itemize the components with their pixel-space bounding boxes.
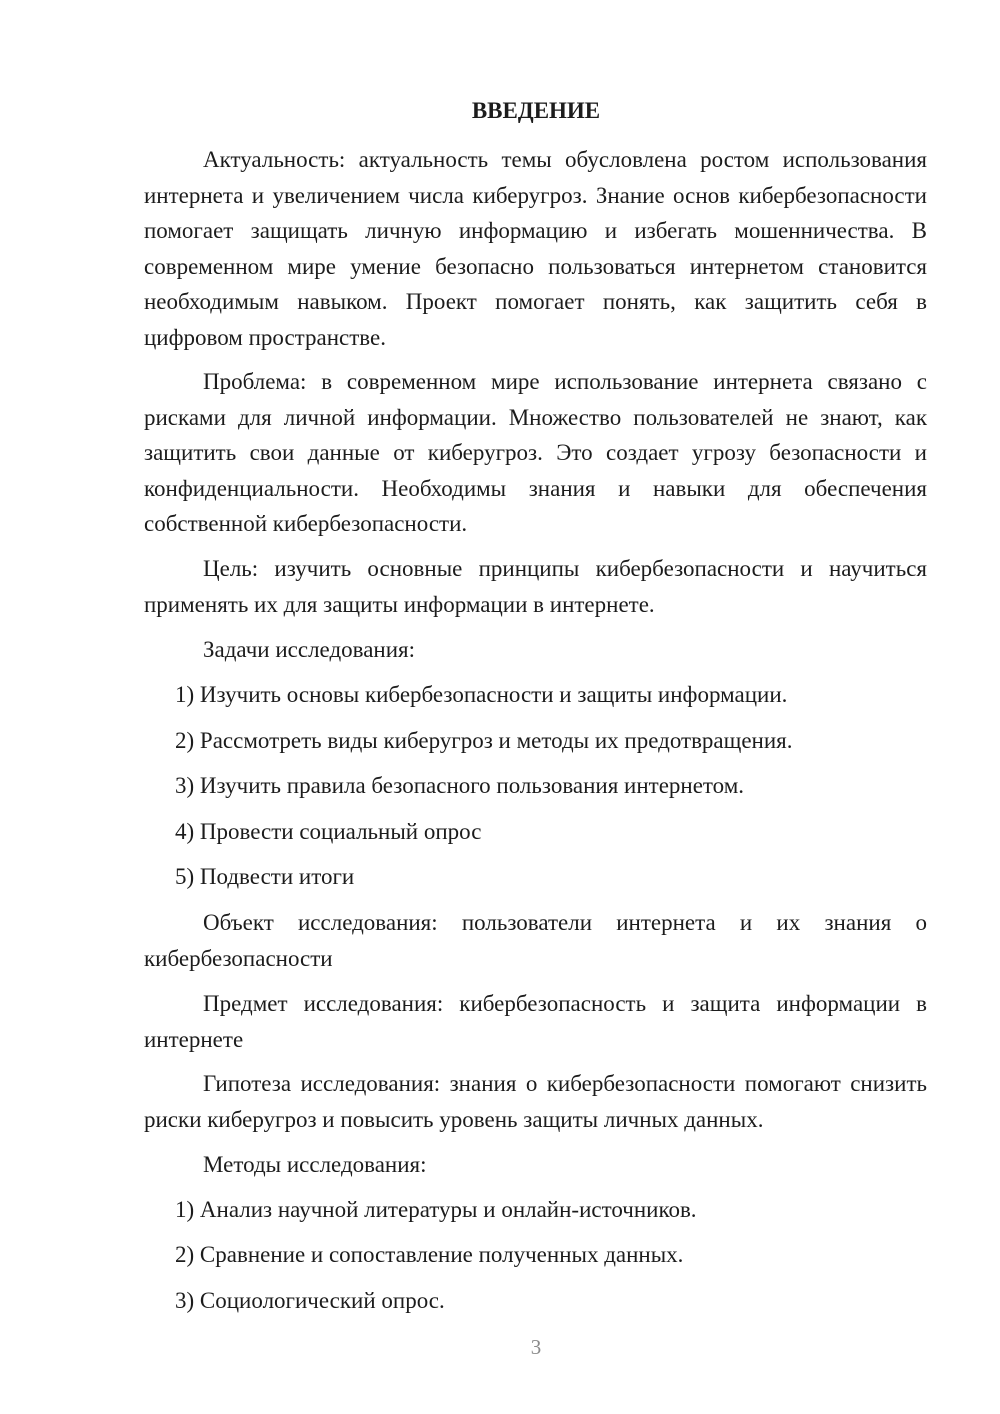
problem-paragraph xyxy=(144,364,927,542)
method-item: 3) Социологический опрос. xyxy=(175,1288,445,1313)
tasks-heading-paragraph xyxy=(144,632,927,668)
problem-text: Проблема: в современном мире использование интернета связано с рисками для личной информации. Множество пользователей не знают, как защитить свои данные от киберугроз. Это создает угрозу безопасности и конфиденциальности. Необходимы знания и навыки для обеспечения собственной кибербезопасности. xyxy=(144,369,927,536)
page-title: ВВЕДЕНИЕ xyxy=(471,98,601,123)
task-item: 2) Рассмотреть виды киберугроз и методы их предотвращения. xyxy=(175,728,793,753)
methods-heading-paragraph xyxy=(144,1147,927,1183)
methods-heading: Методы исследования: xyxy=(203,1152,427,1177)
task-item: 3) Изучить правила безопасного пользования интернетом. xyxy=(175,773,745,798)
hypothesis-text: Гипотеза исследования: знания о кибербезопасности помогают снизить риски киберугроз и повысить уровень защиты личных данных. xyxy=(144,1071,927,1132)
task-item: 4) Провести социальный опрос xyxy=(175,819,482,844)
tasks-heading: Задачи исследования: xyxy=(203,637,416,662)
method-item: 1) Анализ научной литературы и онлайн-источников. xyxy=(175,1197,697,1222)
hypothesis-paragraph xyxy=(144,1066,927,1137)
object-paragraph xyxy=(144,905,927,976)
object-text: Объект исследования: пользователи интернета и их знания о кибербезопасности xyxy=(144,910,927,971)
goal-paragraph xyxy=(144,551,927,622)
task-item: 1) Изучить основы кибербезопасности и защиты информации. xyxy=(175,682,788,707)
subject-paragraph xyxy=(144,986,927,1057)
relevance-paragraph xyxy=(144,142,927,355)
subject-text: Предмет исследования: кибербезопасность и защита информации в интернете xyxy=(144,991,927,1052)
relevance-text: Актуальность: актуальность темы обусловлена ростом использования интернета и увеличением числа киберугроз. Знание основ кибербезопасности помогает защищать личную информацию и избегать мошенничества. В современном мире умение безопасно пользоваться интернетом становится необходимым навыком. Проект помогает понять, как защитить себя в цифровом пространстве. xyxy=(144,147,927,350)
task-item: 5) Подвести итоги xyxy=(175,864,355,889)
goal-text: Цель: изучить основные принципы кибербезопасности и научиться применять их для защиты информации в интернете. xyxy=(144,556,927,617)
method-item: 2) Сравнение и сопоставление полученных данных. xyxy=(175,1242,684,1267)
page-number: 3 xyxy=(530,1335,542,1359)
